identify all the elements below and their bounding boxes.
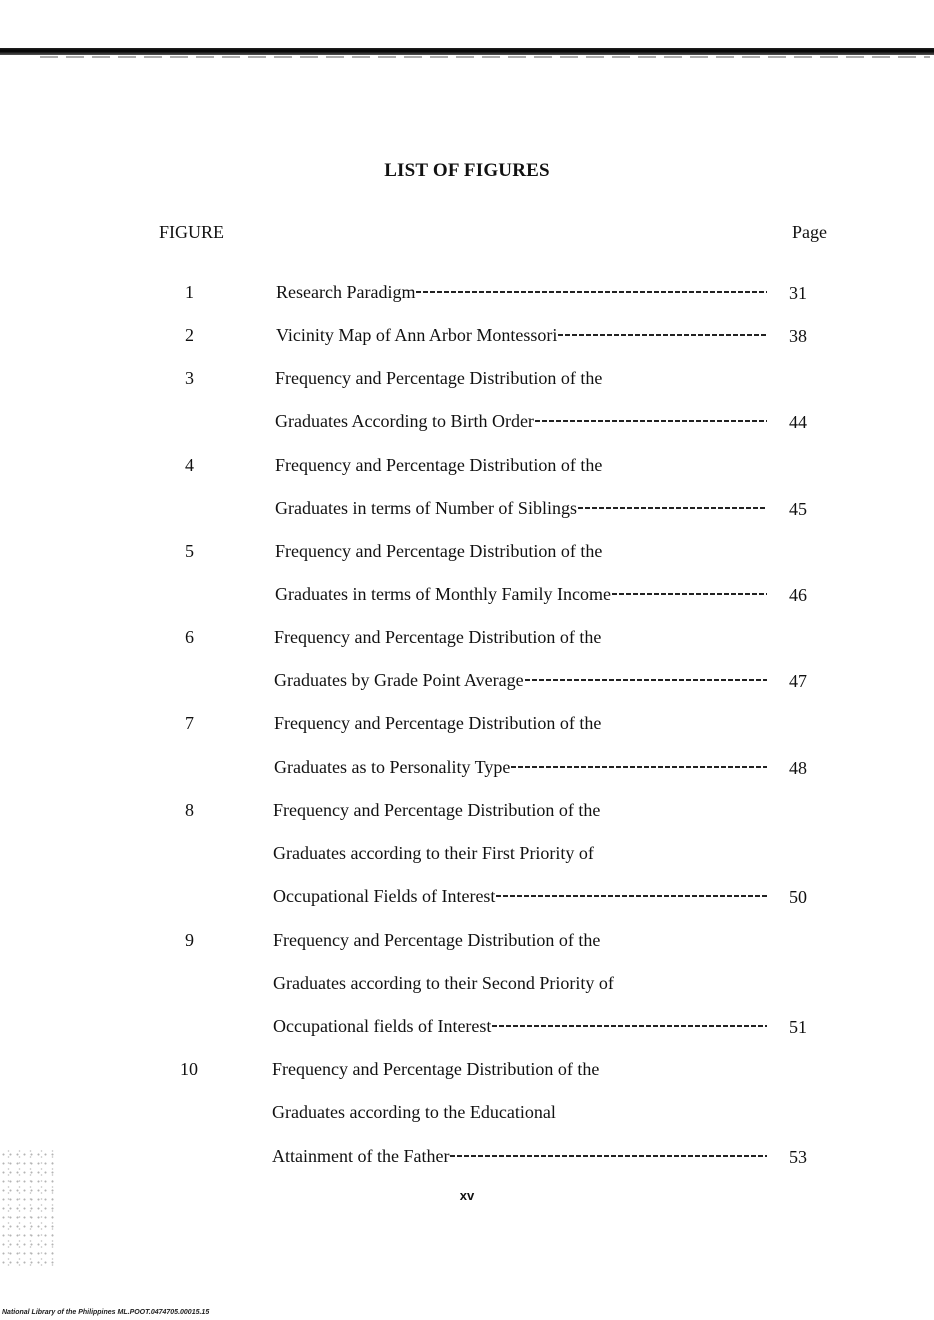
figure-number: 2 xyxy=(185,325,194,345)
figure-title-line: Vicinity Map of Ann Arbor Montessori xyxy=(276,325,558,345)
dot-leader xyxy=(558,334,767,336)
figure-page-number: 46 xyxy=(789,585,807,605)
figure-page-number: 53 xyxy=(789,1147,807,1167)
figure-title-line: Graduates as to Personality Type xyxy=(274,757,511,777)
figure-title-line: Graduates according to the Educational xyxy=(272,1102,556,1122)
figure-title-line: Frequency and Percentage Distribution of the xyxy=(274,627,602,647)
figure-title-line: Research Paradigm xyxy=(276,282,416,302)
top-border-rule xyxy=(0,48,934,55)
figure-page-number: 51 xyxy=(789,1017,807,1037)
figure-number: 7 xyxy=(185,713,194,733)
dot-leader xyxy=(535,420,767,422)
figure-page-number: 45 xyxy=(789,499,807,519)
figure-page-number: 44 xyxy=(789,412,807,432)
dot-leader xyxy=(578,507,767,509)
figure-title-line: Graduates in terms of Monthly Family Income xyxy=(275,584,611,604)
dot-leader xyxy=(525,679,767,681)
figure-title-line: Graduates According to Birth Order xyxy=(275,411,534,431)
figure-title-line: Frequency and Percentage Distribution of the xyxy=(272,1059,600,1079)
dot-leader xyxy=(496,895,767,897)
dot-leader xyxy=(612,593,767,595)
figure-page-number: 48 xyxy=(789,758,807,778)
figure-number: 4 xyxy=(185,455,194,475)
dot-leader xyxy=(492,1025,767,1027)
figure-page-number: 38 xyxy=(789,326,807,346)
figure-number: 6 xyxy=(185,627,194,647)
figure-number: 5 xyxy=(185,541,194,561)
figure-page-number: 50 xyxy=(789,887,807,907)
page-number: xv xyxy=(459,1188,475,1203)
figure-title-line: Frequency and Percentage Distribution of the xyxy=(275,541,603,561)
figure-title-line: Occupational fields of Interest xyxy=(273,1016,492,1036)
figure-number: 8 xyxy=(185,800,194,820)
figure-title-line: Frequency and Percentage Distribution of the xyxy=(273,930,601,950)
figure-number: 10 xyxy=(180,1059,198,1079)
figure-title-line: Frequency and Percentage Distribution of the xyxy=(275,455,603,475)
figure-number: 1 xyxy=(185,282,194,302)
figure-number: 3 xyxy=(185,368,194,388)
library-stamp: National Library of the Philippines ML.POOT.0474705.00015.15 xyxy=(2,1309,210,1316)
figure-title-line: Occupational Fields of Interest xyxy=(273,886,496,906)
figure-page-number: 31 xyxy=(789,283,807,303)
scan-speckle xyxy=(0,1150,55,1270)
dot-leader xyxy=(450,1155,767,1157)
figure-title-line: Frequency and Percentage Distribution of the xyxy=(273,800,601,820)
dot-leader xyxy=(511,766,767,768)
figure-title-line: Graduates according to their First Priority of xyxy=(273,843,594,863)
figure-title-line: Graduates by Grade Point Average xyxy=(274,670,524,690)
figure-column-header: FIGURE xyxy=(159,222,225,242)
page-column-header: Page xyxy=(792,222,827,242)
page-title: LIST OF FIGURES xyxy=(384,160,550,181)
top-border-rule-shadow xyxy=(40,56,930,58)
figure-title-line: Attainment of the Father xyxy=(272,1146,450,1166)
figure-title-line: Frequency and Percentage Distribution of the xyxy=(275,368,603,388)
dot-leader xyxy=(416,291,767,293)
figure-page-number: 47 xyxy=(789,671,807,691)
figure-number: 9 xyxy=(185,930,194,950)
figure-title-line: Graduates in terms of Number of Siblings xyxy=(275,498,577,518)
figure-title-line: Graduates according to their Second Priority of xyxy=(273,973,614,993)
figure-title-line: Frequency and Percentage Distribution of the xyxy=(274,713,602,733)
